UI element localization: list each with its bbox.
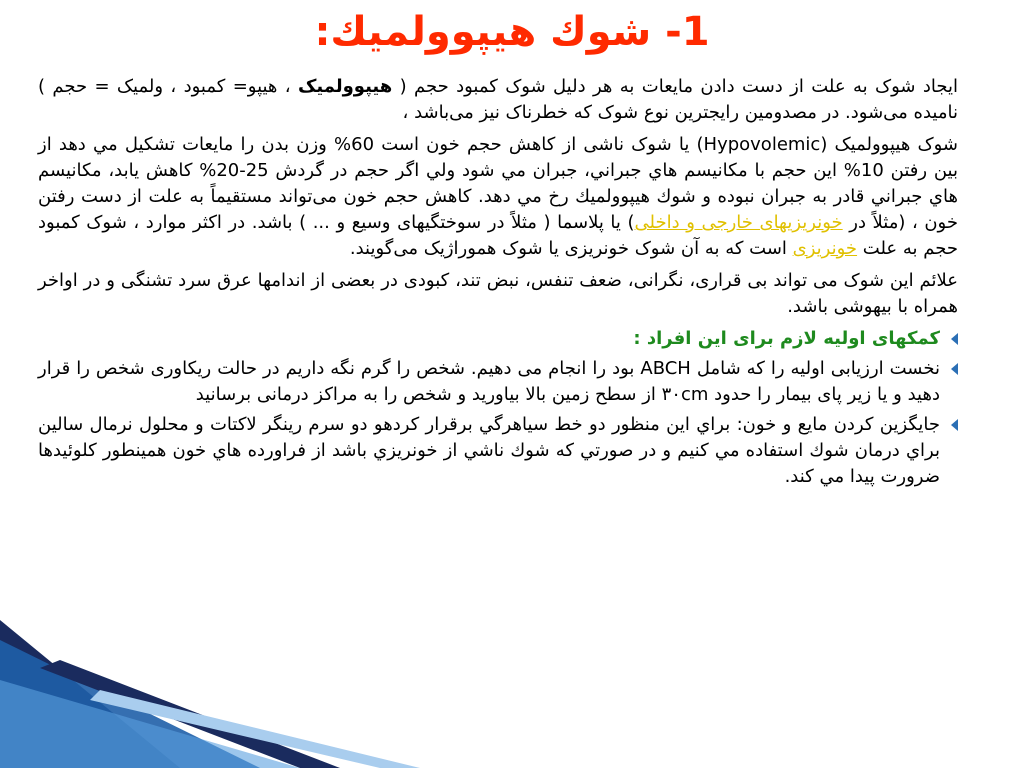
link-bleeding[interactable]: خونریزی xyxy=(792,238,858,259)
bullet-arrow-icon xyxy=(951,419,958,431)
bold-term: هیپوولمیک xyxy=(297,76,393,97)
bullet-fluid-replacement: جايگزين کردن مايع و خون: براي اين منظور دو خط سياهرگي برقرار کردهو دو سرم رينگر لاکتات و محلول نرمال سالين براي درمان شوك استفاده مي کنيم و در صورتي که شوك ناشي از خونريزي باشد از فراورده هاي خون همينطور کلوئيدها ضرورت پيدا مي کند. xyxy=(38,412,958,490)
paragraph-intro: ایجاد شوک به علت از دست دادن مایعات به هر دلیل شوک کمبود حجم ( هیپوولمیک ، هیپو= کمبود ، ولمیک = حجم ) نامیده می‌شود. در مصدومین رایجترین نوع شوک که خطرناک نیز می‌باشد ، xyxy=(38,76,958,123)
content xyxy=(38,74,958,494)
bullet-abch: نخست ارزیابی اولیه را که شامل ABCH بود را انجام می دهیم. شخص را گرم نگه داریم در حالت ریکاوری شخص را قرار دهید و یا زیر پای بیمار را حدود ۳۰cm از سطح زمین بالا بیاورید و شخص را به مراکز درمانی برسانید xyxy=(38,356,958,408)
paragraph-definition: شوک هیپوولمیک (Hypovolemic) یا شوک ناشی از کاهش حجم خون است 60% وزن بدن را مایعات تشکیل مي دهد از بين رفتن 10% اين حجم با مکانيسم هاي جبراني، جبران مي شود ولي اگر حجم در گردش 25-20% کاهش یابد، مکانيسم هاي جبراني قادر به جبران نبوده و شوك هيپوولميك رخ مي دهد. کاهش حجم خون می‌تواند مستقیماً به علت از دست رفتن خون ، (مثلاً در خونریزیهای خارجی و داخلی) یا پلاسما ( مثلاً در سوختگیهای وسیع و ... ) باشد. در اکثر موارد ، شوک کمبود حجم به علت خونریزی است که به آن شوک خونریزی یا شوک هموراژیک می‌گویند. xyxy=(38,134,958,259)
link-bleeding-types[interactable]: خونریزیهای خارجی و داخلی xyxy=(634,212,843,233)
bullet-arrow-icon xyxy=(951,363,958,375)
slide-title: 1- شوك هيپوولميك: xyxy=(314,9,710,55)
bullet-arrow-icon xyxy=(951,333,958,345)
paragraph-symptoms: علائم این شوک می تواند بی قراری، نگرانی، ضعف تنفس، نبض تند، کبودی در بعضی از اندامها عرق سرد تشنگی و در اواخر همراه با بیهوشی باشد. xyxy=(38,270,958,317)
deco-light-band xyxy=(0,680,300,768)
bullet-first-aid-heading: کمکهای اولیه لازم برای این افراد : xyxy=(38,326,958,352)
